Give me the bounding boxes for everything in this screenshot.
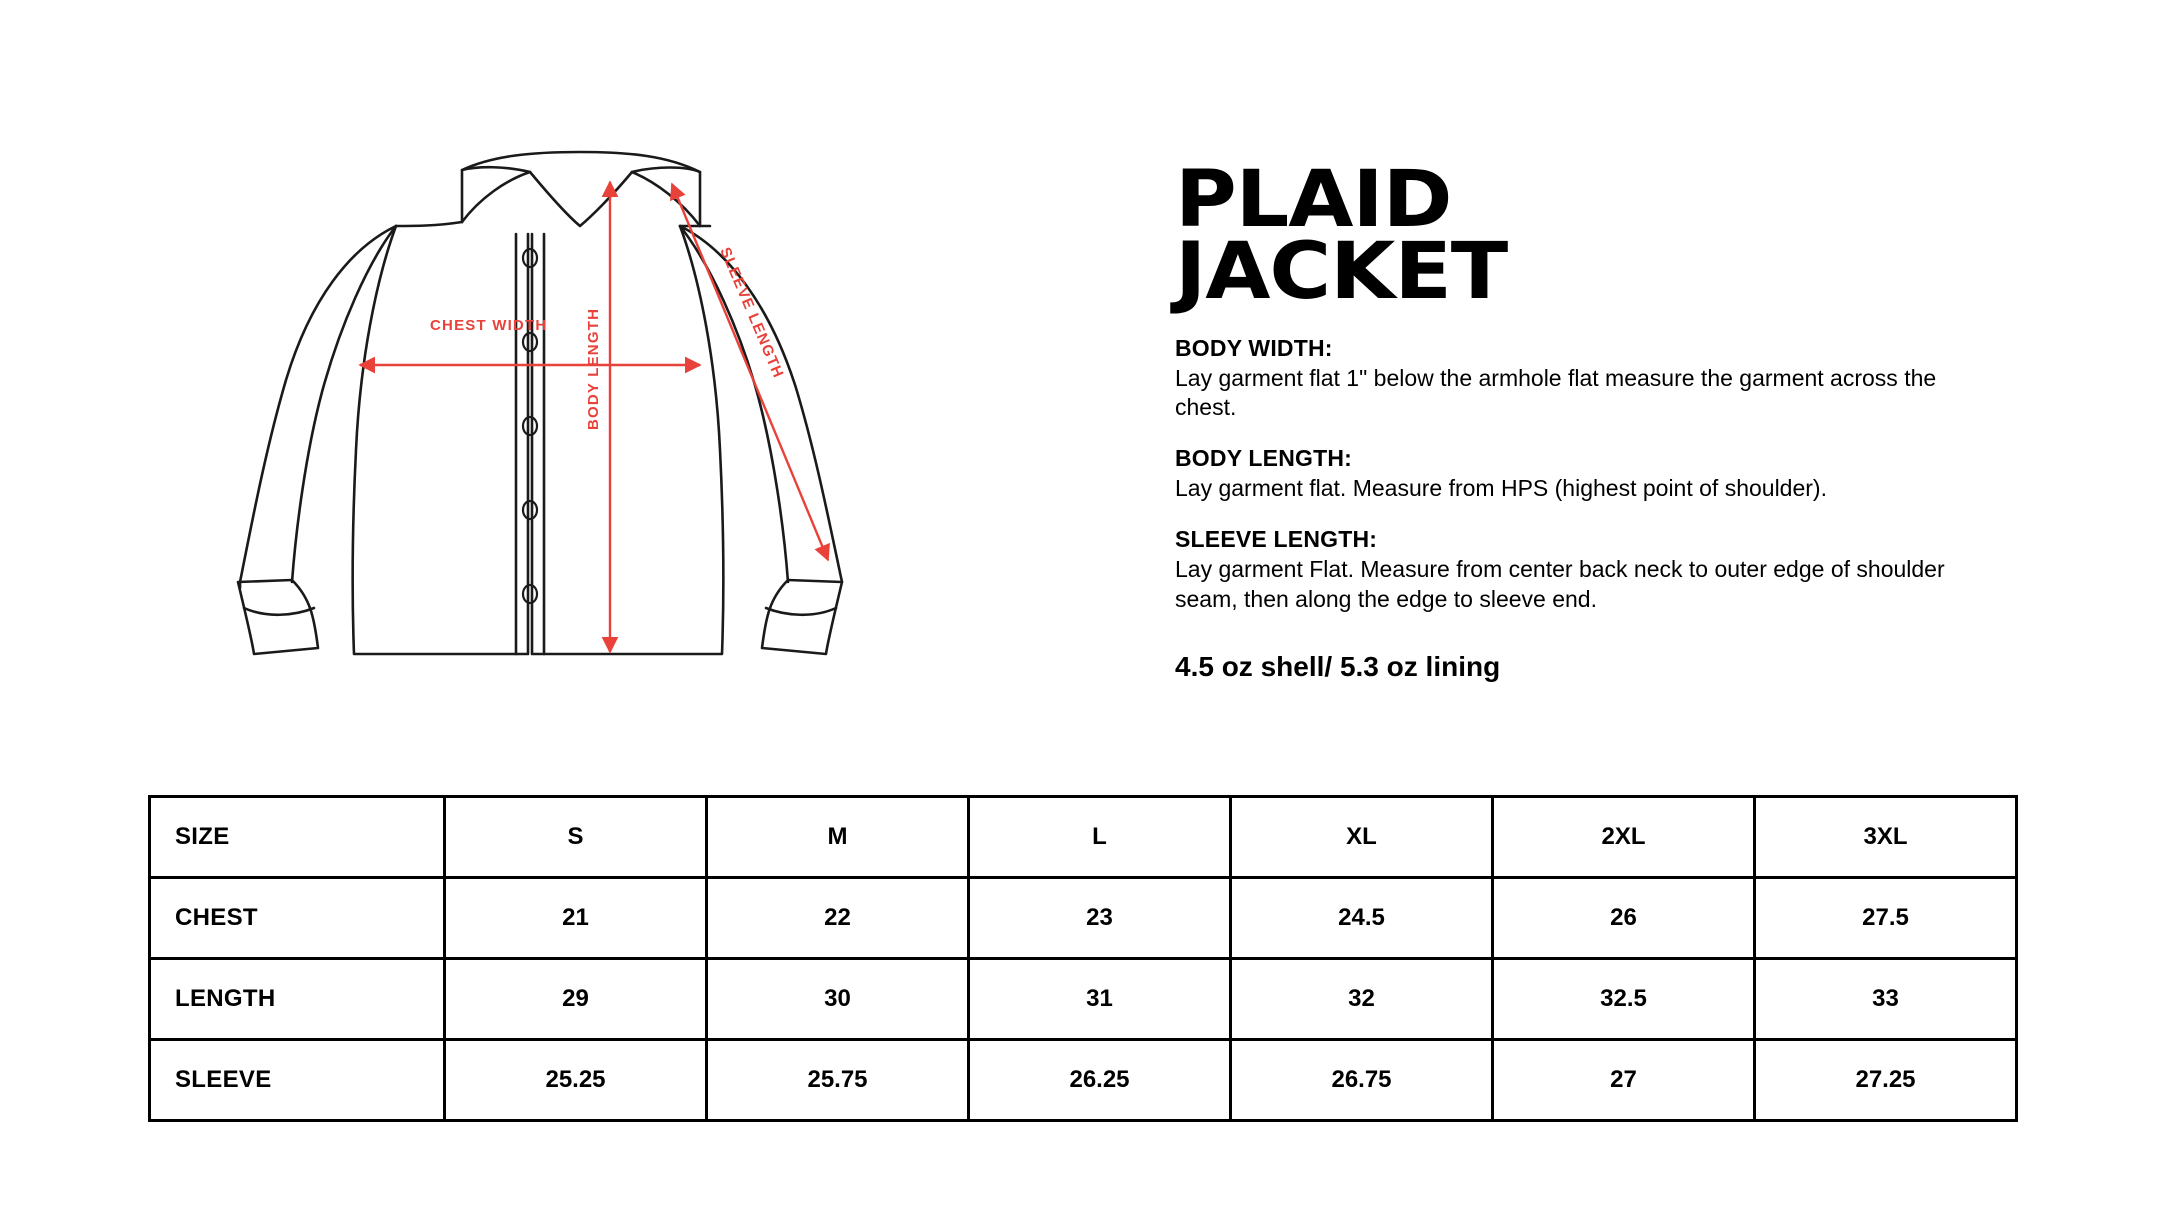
table-header-cell: XL [1231, 797, 1493, 878]
spec-text: Lay garment Flat. Measure from center back neck to outer edge of shoulder seam, then along the edge to sleeve end. [1175, 556, 1945, 613]
table-header-cell: SIZE [150, 797, 445, 878]
table-cell: 26 [1493, 878, 1755, 959]
table-cell: 21 [445, 878, 707, 959]
spec-body-length [1175, 445, 2075, 504]
table-cell: 24.5 [1231, 878, 1493, 959]
spec-text: Lay garment flat. Measure from HPS (highest point of shoulder). [1175, 475, 1827, 502]
table-cell: 26.25 [969, 1040, 1231, 1121]
table-row-label: LENGTH [150, 959, 445, 1040]
table-cell: 26.75 [1231, 1040, 1493, 1121]
sleeve-length-label: SLEEVE LENGTH [716, 244, 787, 382]
table-row-label: SLEEVE [150, 1040, 445, 1121]
table-row [150, 959, 2017, 1040]
table-row [150, 1040, 2017, 1121]
table-header-cell: M [707, 797, 969, 878]
spec-label: SLEEVE LENGTH: [1175, 526, 1378, 553]
table-row-header [150, 797, 2017, 878]
table-row-label: CHEST [150, 878, 445, 959]
table-cell: 27 [1493, 1040, 1755, 1121]
size-table-container [148, 795, 2018, 1122]
spec-text: Lay garment flat 1" below the armhole flat measure the garment across the chest. [1175, 364, 1937, 421]
product-info-block [1175, 155, 2075, 683]
table-cell: 30 [707, 959, 969, 1040]
table-cell: 22 [707, 878, 969, 959]
table-cell: 27.5 [1755, 878, 2017, 959]
jacket-illustration-svg [200, 130, 960, 730]
table-row [150, 878, 2017, 959]
table-cell: 32 [1231, 959, 1493, 1040]
table-header-cell: 3XL [1755, 797, 2017, 878]
body-length-label: BODY LENGTH [585, 307, 602, 430]
table-header-cell: S [445, 797, 707, 878]
table-cell: 25.75 [707, 1040, 969, 1121]
table-cell: 29 [445, 959, 707, 1040]
title-line-2: JACKET [1175, 226, 1508, 317]
title-line-1: PLAID [1175, 155, 1452, 245]
table-cell: 25.25 [445, 1040, 707, 1121]
table-cell: 23 [969, 878, 1231, 959]
table-header-cell: 2XL [1493, 797, 1755, 878]
chest-width-label: CHEST WIDTH [430, 317, 548, 334]
table-cell: 32.5 [1493, 959, 1755, 1040]
table-cell: 33 [1755, 959, 2017, 1040]
spec-body-width [1175, 335, 2075, 424]
jacket-diagram [200, 130, 960, 730]
spec-sleeve-length [1175, 526, 2075, 615]
table-cell: 31 [969, 959, 1231, 1040]
spec-label: BODY LENGTH: [1175, 445, 1353, 472]
size-table [148, 795, 2018, 1122]
page-title [1175, 155, 2075, 317]
fabric-weight-note: 4.5 oz shell/ 5.3 oz lining [1175, 650, 1501, 682]
spec-label: BODY WIDTH: [1175, 334, 1333, 361]
table-cell: 27.25 [1755, 1040, 2017, 1121]
table-header-cell: L [969, 797, 1231, 878]
